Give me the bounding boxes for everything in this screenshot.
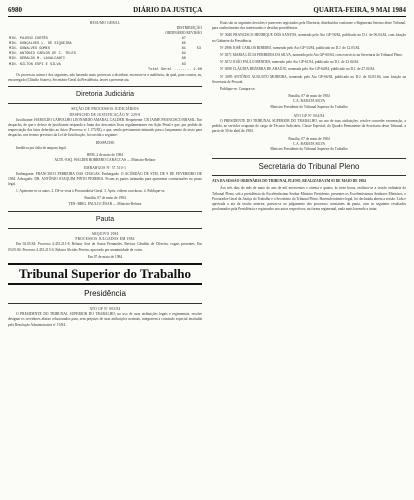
despacho2-sign: TEN.-BRIG. PAULO CÉSAR — Ministro-Relator xyxy=(68,201,142,206)
minister-name: MIN. ANTÔNIO CARLOS DE C. TELES xyxy=(9,52,76,57)
minister-name: MIN. GONALVES GOMES xyxy=(9,47,50,52)
appointment-list xyxy=(212,33,406,85)
sign2-name: C.A. BARATA SILVA xyxy=(292,141,326,146)
table-title: RESUMO GERAL xyxy=(89,21,121,25)
section-label: SEÇÃO DE PROCESSOS JUDICIÁRIOS xyxy=(71,107,139,112)
pleno-head: ATA DA SESSÃO ORDINÁRIA DO TRIBUNAL PLENO, REALIZADA EM 03 DE MAIO DE 1984 xyxy=(212,179,366,184)
minister-name: MIN. GERALDO M. LAVALCANTI xyxy=(9,57,66,62)
count-cell: 80 xyxy=(181,57,186,62)
ato2-text: O PRESIDENTE DO TRIBUNAL SUPERIOR DO TRABALHO, no uso de suas atribuições, resolve conceder exoneração, a pedido, ao servidor ocupante do cargo de Técnico Judiciário, Classe Especial, do Quadro Permanente da Secretaria deste Tribunal, a partir de 30 de abril de 1984. xyxy=(212,119,406,134)
ato-text: O PRESIDENTE DO TRIBUNAL SUPERIOR DO TRABALHO, no uso de suas atribuições legais e regimentais, resolve designar os servidores abaixo relacionados para, sem prejuízo de suas atribuições normais, integrarem a comissão especial instituída pela Resolução Administrativa nº 15/84. xyxy=(8,312,202,327)
right-column xyxy=(212,21,406,499)
count-cell: 87 xyxy=(181,36,186,41)
count-cell: 53 xyxy=(196,47,201,52)
pleno-text: Aos três dias do mês de maio do ano de mil novecentos e oitenta e quatro, às treze horas, realizou-se a sessão ordinária do Tribunal Pleno, sob a presidência do Excelentíssimo Senhor Ministro Presidente, presentes os Excelentíssimos Senhores Ministros, o Procurador-Geral da Justiça do Trabalho e o Secretário do Tribunal Pleno. Havendo número legal, foi declarada aberta a sessão. Lida e aprovada a ata da sessão anterior, passou-se ao julgamento dos processos constantes da pauta, com os seguintes resultados proclamados pela Presidência e registrados nos autos respectivos, na forma regimental, nada mais havendo a tratar. xyxy=(212,186,406,212)
presidencia-title: Presidência xyxy=(84,288,126,298)
despacho1-place: BFM, 2 de maio de 1984 xyxy=(87,153,123,158)
pauta-place: Em 07 de maio de 1984 xyxy=(87,254,123,259)
appointment-item: Nº 3071 MARIA LÚCIA FERREIRA DA SILVA, nomeada pelo Ato GP-60/84, com exercício na Secretaria do Tribunal Pleno. xyxy=(220,53,403,58)
despacho2-list: 1. Apensem-se os autos. 2. Dê-se vista à Procuradoria-Geral. 3. Após, voltem conclusos. 4. Publique-se. xyxy=(16,189,166,194)
table-head: DISTRIBUIÇÃO xyxy=(176,26,202,31)
distribution-table xyxy=(8,37,202,68)
count-cell: 85 xyxy=(181,41,186,46)
sign2-role: Ministro Presidente do Tribunal Superior do Trabalho xyxy=(270,147,348,152)
issue-date: QUARTA-FEIRA, 9 MAI 1984 xyxy=(313,6,406,14)
count-cell: 82 xyxy=(181,52,186,57)
pauta-title: Pauta xyxy=(95,215,115,223)
appointment-item: Nº 3095 ANTÔNIO AUGUSTO MOREIRA, nomeado pelo Ato GP-66/84, publicado no D.J. de 02.05.84, com lotação na Secretaria de Pessoal. xyxy=(212,74,406,84)
minister-name: MIN. GONÇALVES L. DE SIQUEIRA xyxy=(9,41,72,46)
count-cell: 81 xyxy=(181,47,186,52)
pauta-line: PROCESSOS JULGADOS EM 1984 xyxy=(75,237,135,242)
left-column xyxy=(8,21,202,499)
table-subhead: ORDINÁRIO REVISÃO xyxy=(165,31,202,36)
despacho2-place: Brasília, 07 de maio de 1984 xyxy=(84,196,126,201)
intro-text: Os processos acima e dos seguintes, não havendo mais processos a distribuir, encerrou-se a audiência, da qual, para constar, eu, encarregado (Cláudio Soares), Secretário-Geral da Presidência, lavrei a presente ata. xyxy=(8,73,202,83)
page-number: 6980 xyxy=(8,6,22,14)
directory-title: Diretoria Judiciária xyxy=(76,91,134,99)
ato-title: ATO GP Nº 003/84 xyxy=(89,306,121,311)
despacho1-sign: ALTE.-ESQ. WALDIR BORRERO CARACCAS — Ministro-Relator xyxy=(54,158,156,163)
sign1-role: Ministro Presidente do Tribunal Superior do Trabalho xyxy=(270,104,348,109)
despacho2-text: Embargante: FRANCISCO FERREIRA DAS CHAGAS. Embargado: O ACÓRDÃO DE STM, DE 9 DE FEVEREIRO DE 1984. Advogado: DR. ANTÔNIO JOAQUIM PINTO PEREIRA. Ficam as partes intimadas para apresentar contrarrazões no prazo legal. xyxy=(8,171,202,187)
minister-name: MIN. PAJEHÚ CORTÊS xyxy=(9,36,48,41)
appointment-item: Nº 3088 CLÁUDIA BEZERRA DE ARAÚJO, nomeada pelo Ato GP-64/84, publicado no D.J. de 27.04.84. xyxy=(220,67,375,72)
sign1-name: C.A. BARATA SILVA xyxy=(292,99,326,104)
appointment-item: Nº 3040 FRANCISCO HENRIQUE DOS SANTOS, nomeado pelo Ato GP-58/84, publicado no D.J. de 06.04.84, com lotação no Gabinete da Presidência. xyxy=(212,33,406,43)
despacho1-decision-text: Ineditiva por falta de amparo legal. xyxy=(16,145,67,150)
pauta-sub: ARQUIVO 1984 xyxy=(91,231,119,236)
closing-place: Brasília, 07 de maio de 1984 xyxy=(288,94,330,99)
pauta-text: Em 02.05.84: Processo 4.453.211-8, Relator José de Sousa Fernandes, Revisor Cândido de Oliveira, vogais presentes. Em 03.05.84: Processo 4.453.215-0, Relator Alcides Pereira, aprovado por unanimidade de votos. xyxy=(8,242,202,252)
appointment-item: Nº 2986 JOSÉ CARLOS RIBEIRO, nomeado pelo Ato GP-53/84, publicado no D.J. de 12.03.84. xyxy=(220,45,361,50)
despacho1-title: DESPACHO DE JUSTIFICAÇÃO Nº 229-8 xyxy=(69,112,141,117)
sign2-place: Brasília, 07 de maio de 1984 xyxy=(288,136,330,141)
appointment-item: Nº 3072 JOÃO PAULO MENDES, nomeado pelo Ato GP-61/84, publicado no D.J. de 23.04.84. xyxy=(220,60,359,65)
right-intro: Estas são as seguintes decisões e pareceres registrados pela Diretoria, distribuídos conforme o Regimento Interno deste Tribunal, para conhecimento dos interessados e devidas providências. xyxy=(212,21,406,31)
journal-title: DIÁRIO DA JUSTIÇA xyxy=(133,6,203,14)
secretaria-title: Secretaria do Tribunal Pleno xyxy=(258,162,360,172)
tst-title: Tribunal Superior do Trabalho xyxy=(8,263,202,285)
running-header xyxy=(8,6,406,17)
despacho1-decision: DESPACHO xyxy=(95,140,115,145)
ato2-title: ATO GP Nº 004/84 xyxy=(293,113,325,118)
despacho1-text: Justificante: HAROLDO CARVALHO LEONARDO AMARAL CALDER. Requerente: CB JAIME FRANCISCO BRASIL. Em despacho, de que o defeso de justificante responda a Junta dos descontos fixos regulamentares em Ação Penal e que, por pedido de reapreciação dos fatos deferidos ao Juízo (Processo nº 1.175/83), e que, sendo previamente intimado para o lançamento do texto para despacho, nos termos previstos da Lei de Justificação, foi ouvida o seguinte: xyxy=(8,117,202,138)
right-closing: Publique-se. Cumpra-se. xyxy=(220,87,256,92)
minister-name: MIN. NILTON ESPI E SILVA xyxy=(9,62,61,67)
table-total: Total Geral ........ 1.00 xyxy=(148,67,202,72)
count-cell: 83 xyxy=(181,62,186,67)
despacho2-title: EMBARGOS Nº 57.510-1 xyxy=(83,166,127,171)
